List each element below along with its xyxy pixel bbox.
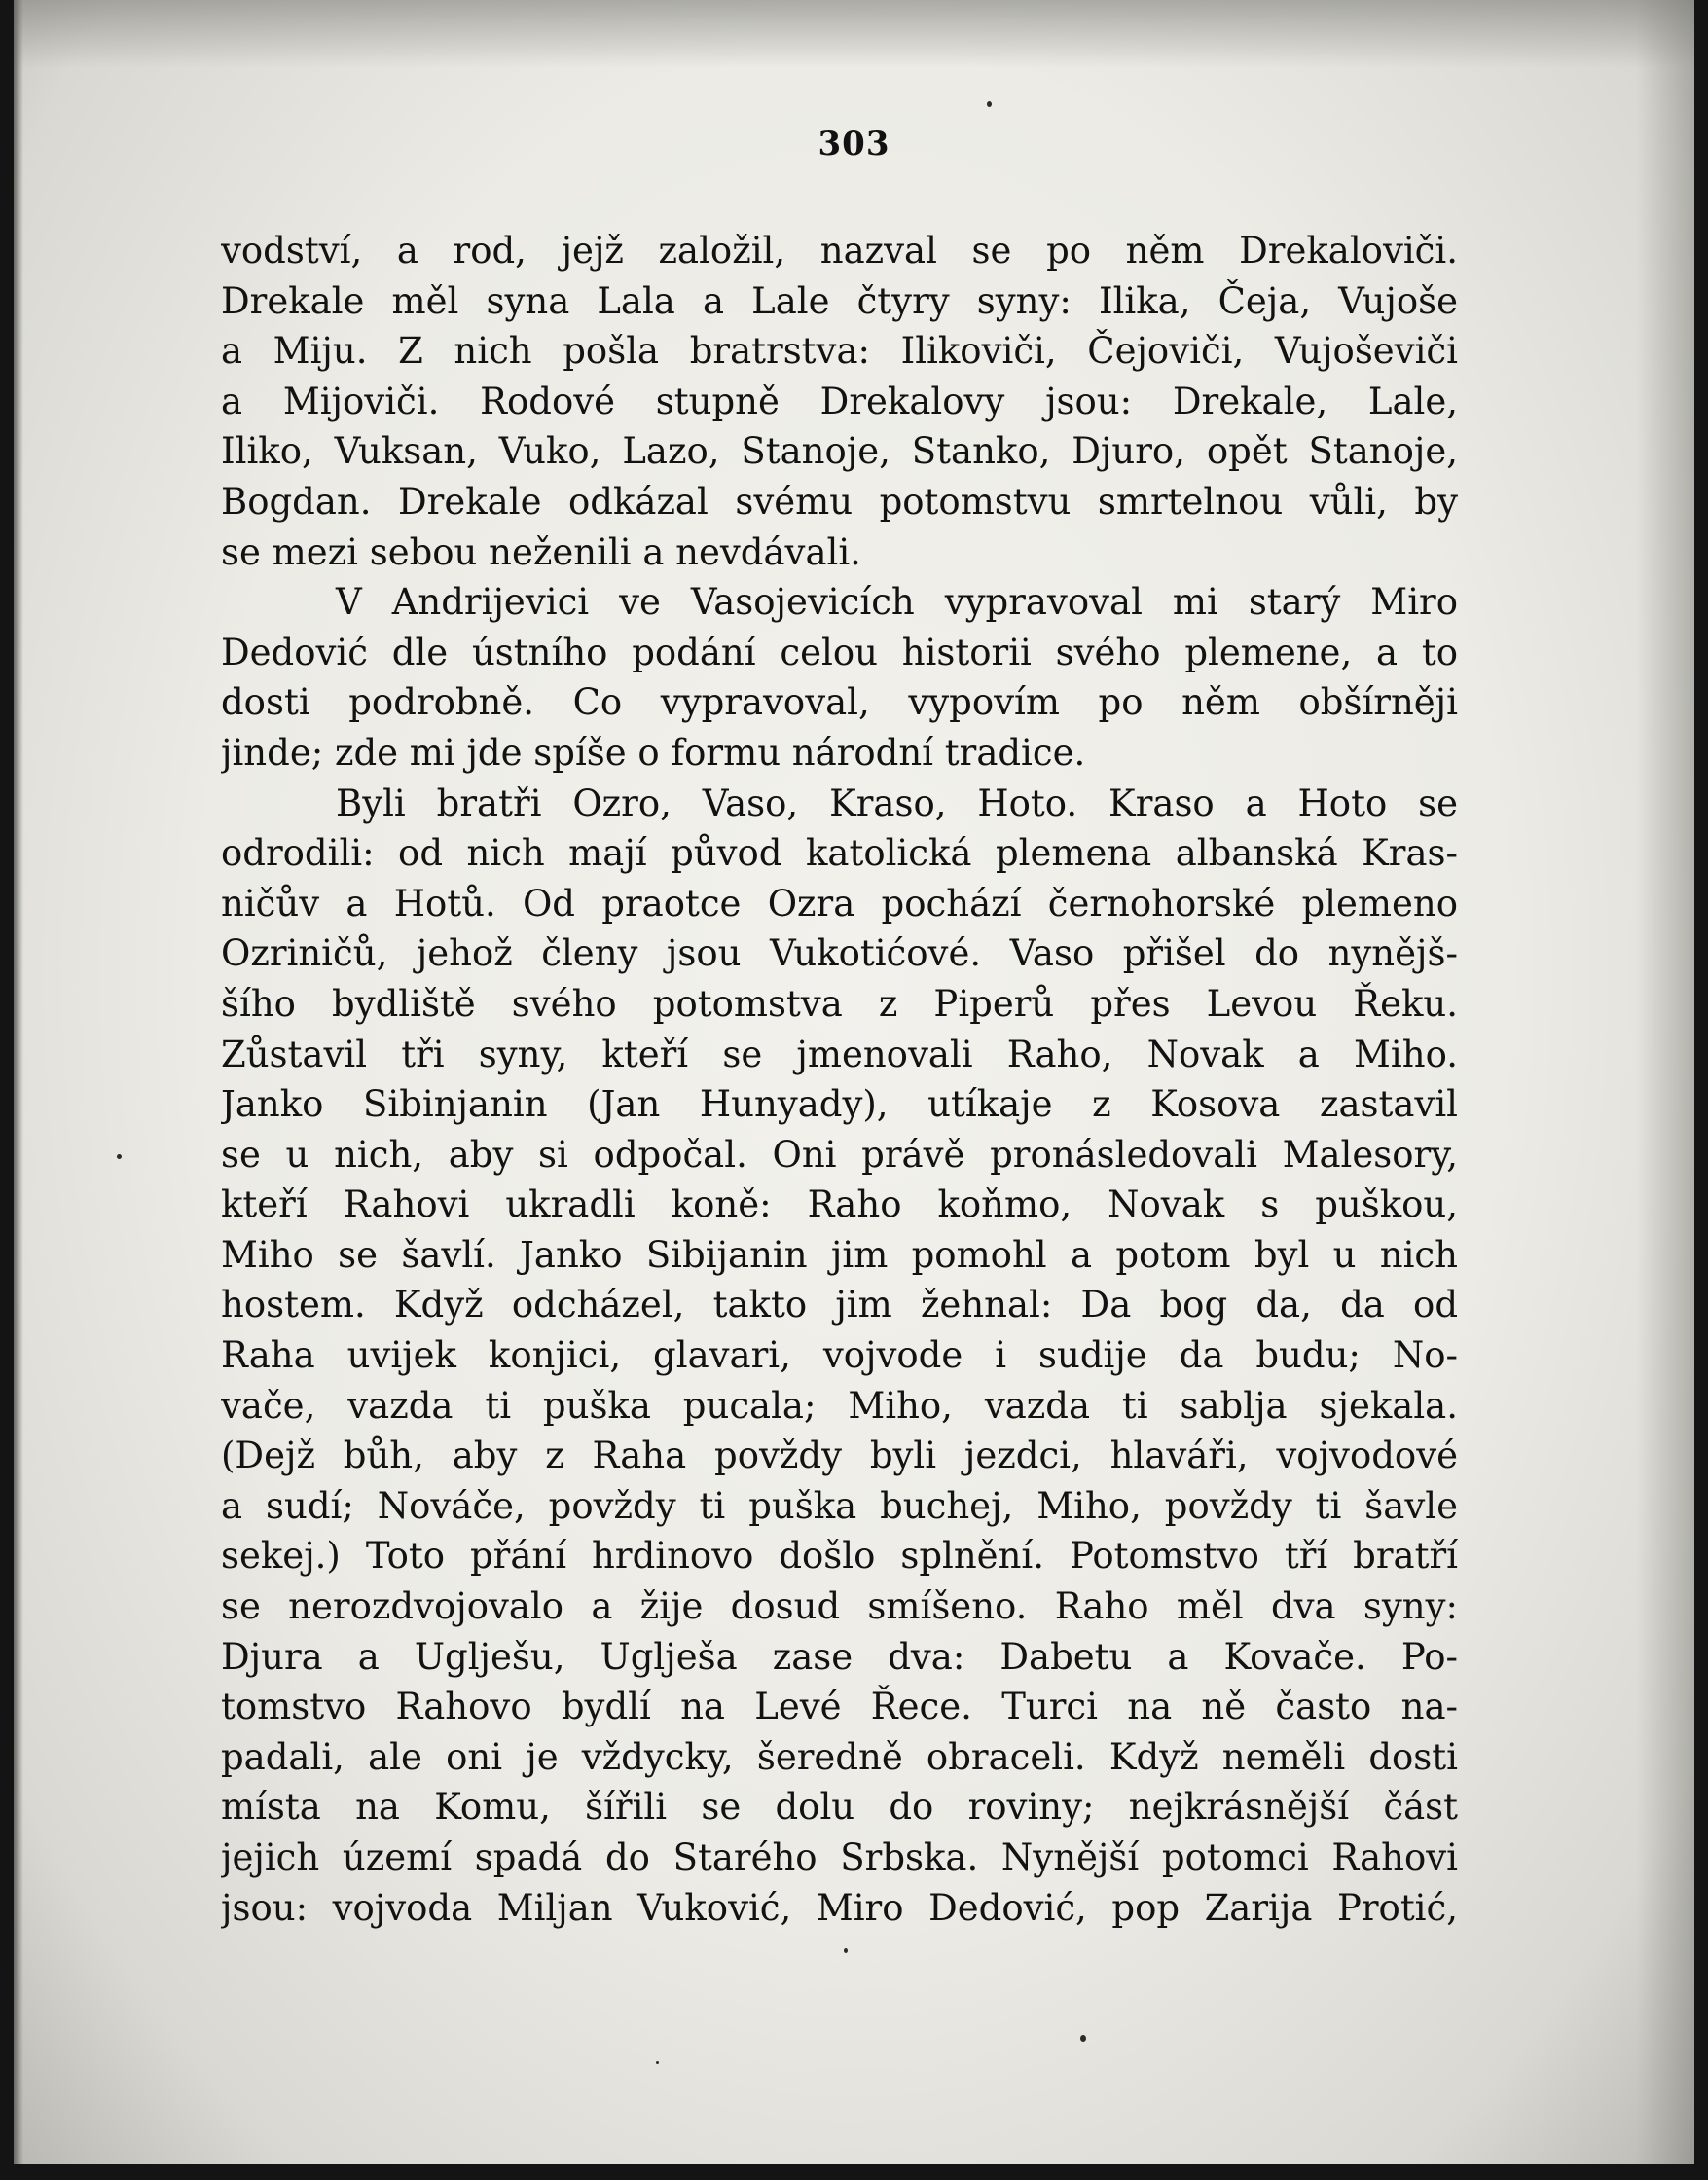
text-line: a Mijoviči. Rodové stupně Drekalovy jsou: Drekale, Lale, (221, 380, 1458, 422)
print-speck (656, 2061, 659, 2064)
print-speck (117, 1154, 122, 1159)
text-line: se mezi sebou neženili a nevdávali. (221, 530, 861, 573)
text-line: sekej.) Toto přání hrdinovo došlo splnění. Potomstvo tří bratří (221, 1535, 1458, 1578)
page-shadow-left (14, 0, 23, 2164)
text-line: Drekale měl syna Lala a Lale čtyry syny: Ilika, Čeja, Vujoše (221, 279, 1458, 322)
print-speck (987, 101, 992, 107)
text-line: vače, vazda ti puška pucala; Miho, vazda ti sablja sjekala. (221, 1384, 1458, 1427)
text-line: a sudí; Nováče, povždy ti puška buchej, Miho, povždy ti šavle (221, 1484, 1458, 1527)
print-speck (844, 1948, 848, 1953)
text-line: padali, ale oni je vždycky, šeredně obraceli. Když neměli dosti (221, 1735, 1458, 1778)
text-line: kteří Rahovi ukradli koně: Raho koňmo, Novak s puškou, (221, 1183, 1458, 1226)
book-page (14, 0, 1694, 2164)
text-line: se nerozdvojovalo a žije dosud smíšeno. Raho měl dva syny: (221, 1585, 1458, 1628)
text-line: V Andrijevici ve Vasojevicích vypravoval mi starý Miro (336, 581, 1458, 624)
body-text (221, 226, 1458, 1933)
page-shadow-top (14, 0, 1694, 68)
text-line: a Miju. Z nich pošla bratrstva: Ilikoviči, Čejoviči, Vujoševiči (221, 330, 1458, 373)
text-line: Byli bratři Ozro, Vaso, Kraso, Hoto. Kraso a Hoto se (336, 781, 1458, 824)
text-line: tomstvo Rahovo bydlí na Levé Řece. Turci na ně často na- (221, 1686, 1458, 1728)
text-line: jejich území spadá do Starého Srbska. Nynější potomci Rahovi (221, 1836, 1458, 1878)
text-line: Raha uvijek konjici, glavari, vojvode i sudije da budu; No- (221, 1334, 1458, 1377)
text-line: (Dejž bůh, aby z Raha povždy byli jezdci, hlaváři, vojvodové (221, 1435, 1458, 1477)
page-number: 303 (818, 125, 890, 164)
text-line: šího bydliště svého potomstva z Piperů přes Levou Řeku. (221, 982, 1458, 1025)
text-line: Janko Sibinjanin (Jan Hunyady), utíkaje z Kosova zastavil (221, 1083, 1458, 1126)
text-line: Ozriničů, jehož členy jsou Vukotićové. Vaso přišel do nynějš- (221, 932, 1458, 975)
text-line: jinde; zde mi jde spíše o formu národní tradice. (221, 731, 1086, 774)
page-shadow-right (1636, 0, 1694, 2164)
text-line: Dedović dle ústního podání celou historii svého plemene, a to (221, 631, 1458, 673)
text-line: Djura a Uglješu, Uglješa zase dva: Dabetu a Kovače. Po- (221, 1635, 1458, 1678)
text-line: Zůstavil tři syny, kteří se jmenovali Raho, Novak a Miho. (221, 1033, 1458, 1075)
print-speck (1080, 2035, 1086, 2042)
text-line: vodství, a rod, jejž založil, nazval se po něm Drekaloviči. (221, 230, 1458, 272)
text-line: ničův a Hotů. Od praotce Ozra pochází černohorské plemeno (221, 882, 1458, 925)
text-line: Miho se šavlí. Janko Sibijanin jim pomohl a potom byl u nich (221, 1233, 1458, 1276)
text-line: jsou: vojvoda Miljan Vuković, Miro Dedović, pop Zarija Protić, (221, 1886, 1458, 1929)
text-line: dosti podrobně. Co vypravoval, vypovím po něm obšírněji (221, 681, 1458, 724)
text-line: místa na Komu, šířili se dolu do roviny; nejkrásnější část (221, 1786, 1458, 1829)
text-line: hostem. Když odcházel, takto jim žehnal: Da bog da, da od (221, 1284, 1458, 1326)
text-line: odrodili: od nich mají původ katolická plemena albanská Kras- (221, 832, 1458, 875)
text-line: se u nich, aby si odpočal. Oni právě pronásledovali Malesory, (221, 1133, 1458, 1176)
text-line: Bogdan. Drekale odkázal svému potomstvu smrtelnou vůli, by (221, 480, 1458, 523)
text-line: Iliko, Vuksan, Vuko, Lazo, Stanoje, Stanko, Djuro, opět Stanoje, (221, 430, 1458, 473)
